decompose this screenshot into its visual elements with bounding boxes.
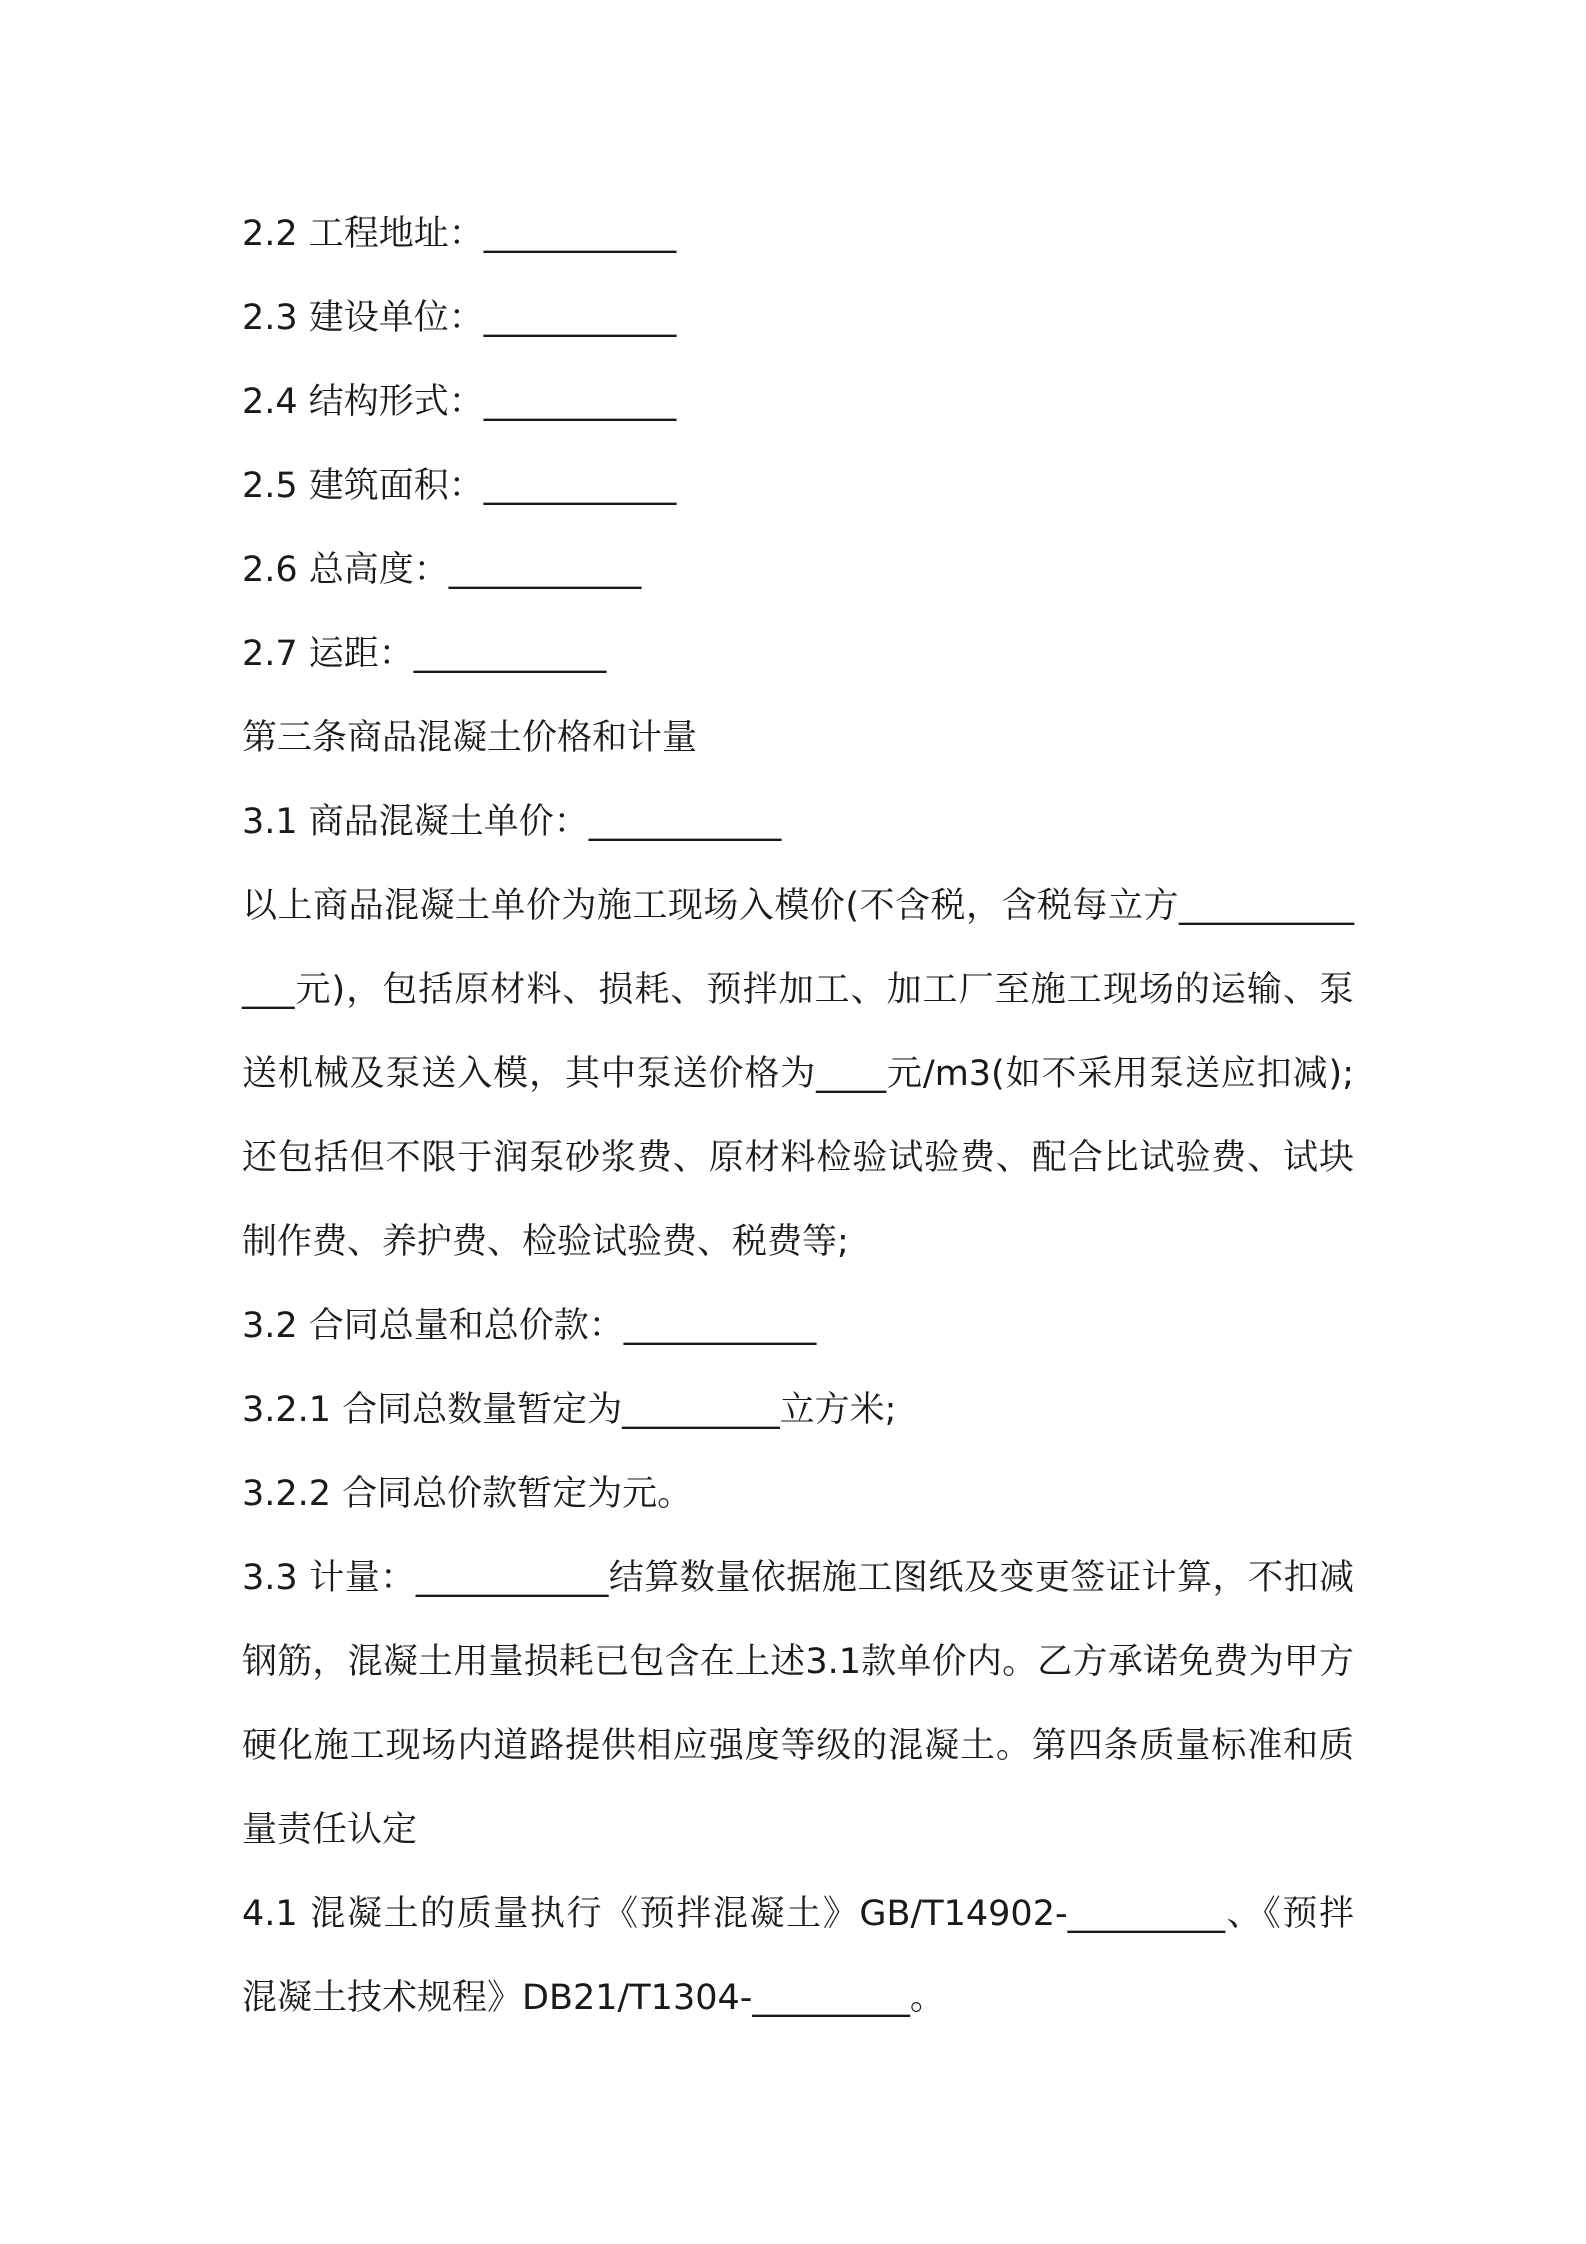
clause-3-1-price-description: 以上商品混凝土单价为施工现场入模价(不含税，含税每立方_____________元)，包括原材料、损耗、预拌加工、加工厂至施工现场的运输、泵送机械及泵送入模，其中泵送价格为____元/m3(如不采用泵送应扣减);还包括但不限于润泵砂浆费、原材料检验试验费、配合比试验费、试块制作费、养护费、检验试验费、税费等; [242,886,1354,1262]
clause-3-2-1-total-quantity: 3.2.1 合同总数量暂定为_________立方米; [242,1390,897,1430]
clause-2-4-structure-form: 2.4 结构形式：___________ [242,382,677,422]
clause-3-3-measurement: 3.3 计量：___________结算数量依据施工图纸及变更签证计算，不扣减钢筋，混凝土用量损耗已包含在上述3.1款单价内。乙方承诺免费为甲方硬化施工现场内道路提供相应强度等级的混凝土。第四条质量标准和质量责任认定 [242,1558,1354,1850]
clause-2-5-building-area: 2.5 建筑面积：___________ [242,466,677,506]
clause-3-2-2-total-price: 3.2.2 合同总价款暂定为元。 [242,1474,693,1514]
clause-4-1-quality-standard: 4.1 混凝土的质量执行《预拌混凝土》GB/T14902-_________、《预拌混凝土技术规程》DB21/T1304-_________。 [242,1894,1354,2018]
clause-2-7-transport-distance: 2.7 运距：___________ [242,634,607,674]
clause-2-2-project-address: 2.2 工程地址：___________ [242,214,677,254]
document-page [242,192,1354,2040]
clause-3-2-total: 3.2 合同总量和总价款：___________ [242,1306,817,1346]
clause-2-6-total-height: 2.6 总高度：___________ [242,550,642,590]
clause-3-1-unit-price: 3.1 商品混凝土单价：___________ [242,802,782,842]
article-3-heading: 第三条商品混凝土价格和计量 [242,718,698,758]
clause-2-3-construction-unit: 2.3 建设单位：___________ [242,298,677,338]
